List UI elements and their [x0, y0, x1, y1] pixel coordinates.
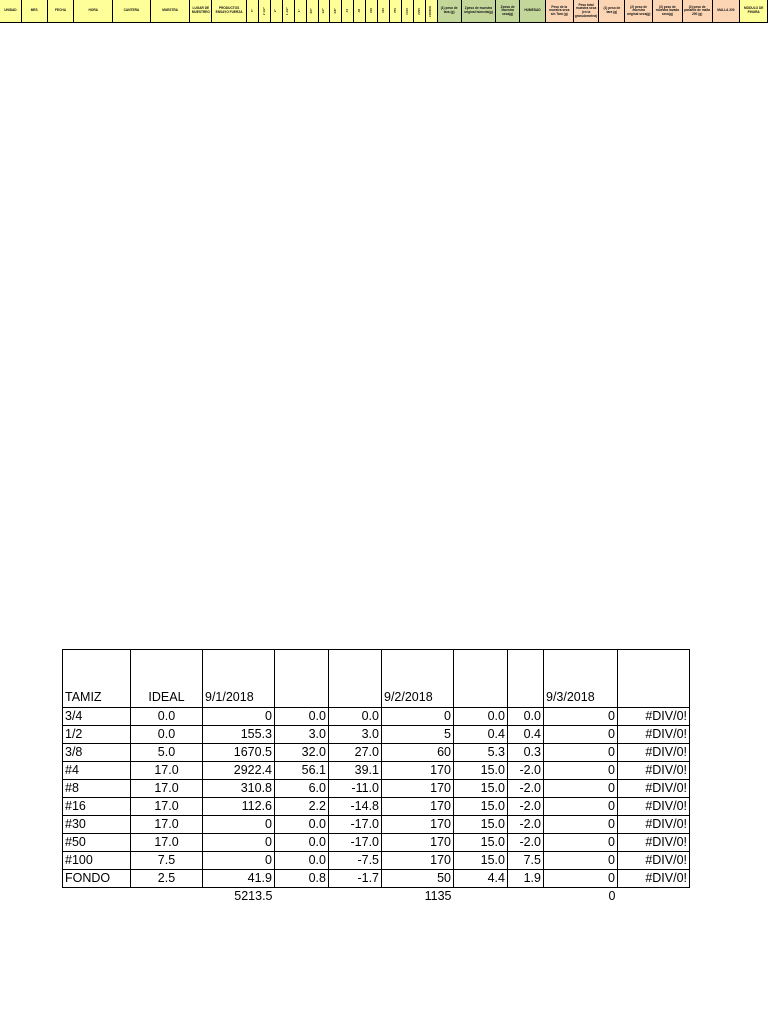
- header-cell[interactable]: [574, 0, 600, 22]
- header-cell[interactable]: [319, 0, 331, 22]
- table-cell[interactable]: -2.0: [508, 834, 544, 852]
- table-cell[interactable]: #DIV/0!: [618, 780, 690, 798]
- header-cell-label: FECHA: [55, 8, 66, 13]
- header-cell-label: 3/4": [309, 8, 314, 14]
- header-cell[interactable]: [271, 0, 283, 22]
- table-cell[interactable]: #DIV/0!: [618, 816, 690, 834]
- header-cell[interactable]: [390, 0, 402, 22]
- header-cell-label: (1) peso de tara (g): [440, 6, 458, 14]
- table-cell[interactable]: 15.0: [454, 852, 508, 870]
- header-cell[interactable]: [599, 0, 625, 22]
- table-cell[interactable]: 15.0: [454, 762, 508, 780]
- table-cell[interactable]: -2.0: [508, 762, 544, 780]
- table-cell[interactable]: 17.0: [131, 834, 203, 852]
- table-cell[interactable]: 0: [203, 834, 275, 852]
- header-cell[interactable]: [546, 0, 574, 22]
- table-cell[interactable]: #DIV/0!: [618, 744, 690, 762]
- table-cell[interactable]: 0.0: [275, 816, 329, 834]
- table-cell[interactable]: [454, 888, 508, 906]
- table-cell[interactable]: 1/2: [63, 726, 131, 744]
- table-cell[interactable]: 170: [382, 798, 454, 816]
- table-cell[interactable]: 0: [203, 816, 275, 834]
- table-cell[interactable]: 15.0: [454, 780, 508, 798]
- table-cell[interactable]: 0.0: [329, 708, 382, 726]
- table-cell[interactable]: 0: [203, 708, 275, 726]
- table-cell[interactable]: 0.0: [131, 708, 203, 726]
- table-cell[interactable]: -2.0: [508, 798, 544, 816]
- table-cell[interactable]: 1670.5: [203, 744, 275, 762]
- table-cell[interactable]: 17.0: [131, 798, 203, 816]
- table-cell[interactable]: -7.5: [329, 852, 382, 870]
- table-cell[interactable]: 3/4: [63, 708, 131, 726]
- header-cell[interactable]: [426, 0, 438, 22]
- header-cell[interactable]: [74, 0, 113, 22]
- table-cell[interactable]: 0.8: [275, 870, 329, 888]
- table-cell[interactable]: 3.0: [329, 726, 382, 744]
- table-cell[interactable]: 155.3: [203, 726, 275, 744]
- table-cell[interactable]: 39.1: [329, 762, 382, 780]
- table-cell[interactable]: 0.0: [275, 852, 329, 870]
- header-cell[interactable]: [354, 0, 366, 22]
- table-cell[interactable]: 0.4: [454, 726, 508, 744]
- table-cell[interactable]: [508, 650, 544, 708]
- table-cell[interactable]: 0: [544, 834, 618, 852]
- table-row: [63, 762, 690, 780]
- header-cell-label: MES: [30, 8, 38, 13]
- header-cell-label: LUGAR DE MUESTREO: [191, 6, 210, 14]
- header-cell[interactable]: [307, 0, 319, 22]
- header-cell[interactable]: [259, 0, 271, 22]
- header-cell-label: Ẓpeso de muestra seca(g): [500, 4, 515, 16]
- table-cell[interactable]: 50: [382, 870, 454, 888]
- table-row: [63, 870, 690, 888]
- table-cell[interactable]: 310.8: [203, 780, 275, 798]
- table-cell[interactable]: 1135: [424, 889, 452, 904]
- table-cell[interactable]: 1.9: [508, 870, 544, 888]
- table-cell[interactable]: [618, 888, 690, 906]
- header-cell[interactable]: [295, 0, 307, 22]
- table-cell[interactable]: #DIV/0!: [618, 834, 690, 852]
- table-cell[interactable]: #16: [63, 798, 131, 816]
- header-cell-label: MALLA 200: [717, 8, 735, 13]
- table-cell[interactable]: -17.0: [329, 816, 382, 834]
- table-cell[interactable]: FONDO: [63, 870, 131, 888]
- header-cell[interactable]: [438, 0, 462, 22]
- table-cell[interactable]: #DIV/0!: [618, 726, 690, 744]
- header-cell[interactable]: [462, 0, 497, 22]
- header-cell-label: 2 1/2": [261, 6, 266, 16]
- header-cell-label: (3) peso de muestra lavada seca(g): [655, 4, 680, 16]
- header-cell[interactable]: [713, 0, 741, 22]
- table-cell[interactable]: 7.5: [508, 852, 544, 870]
- table-row: [63, 834, 690, 852]
- table-cell[interactable]: 0: [544, 780, 618, 798]
- table-cell[interactable]: #8: [63, 780, 131, 798]
- table-row: [63, 780, 690, 798]
- header-cell[interactable]: [48, 0, 75, 22]
- table-row: [63, 798, 690, 816]
- header-cell[interactable]: [0, 0, 22, 22]
- header-cell[interactable]: [212, 0, 247, 22]
- header-cell-label: FONDO: [428, 5, 433, 17]
- table-cell[interactable]: 0.0: [275, 834, 329, 852]
- header-cell-label: (2) peso de muestra original seca(g): [626, 4, 651, 16]
- table-cell[interactable]: #DIV/0!: [618, 798, 690, 816]
- table-cell[interactable]: #DIV/0!: [618, 762, 690, 780]
- header-cell-label: 2": [273, 9, 278, 13]
- table-cell[interactable]: -11.0: [329, 780, 382, 798]
- header-cell[interactable]: [283, 0, 295, 22]
- header-cell[interactable]: [402, 0, 414, 22]
- table-cell[interactable]: -1.7: [329, 870, 382, 888]
- header-cell[interactable]: [113, 0, 151, 22]
- table-cell[interactable]: [329, 888, 382, 906]
- table-cell[interactable]: 7.5: [131, 852, 203, 870]
- table-cell[interactable]: 3/8: [63, 744, 131, 762]
- table-cell[interactable]: 2922.4: [203, 762, 275, 780]
- table-cell[interactable]: 2.5: [131, 870, 203, 888]
- table-cell[interactable]: 170: [382, 852, 454, 870]
- table-header-row: [63, 650, 690, 708]
- table-cell[interactable]: 17.0: [131, 762, 203, 780]
- header-cell-label: MUESTRA: [162, 8, 178, 13]
- table-row: [63, 816, 690, 834]
- table-cell[interactable]: 0: [544, 816, 618, 834]
- header-cell[interactable]: [342, 0, 354, 22]
- header-cell-label: #50: [392, 8, 397, 14]
- header-cell-label: #30: [380, 8, 385, 14]
- header-cell-label: Peso de la muestra seca sin Tara (g): [549, 4, 570, 16]
- header-cell[interactable]: [247, 0, 259, 22]
- table-cell[interactable]: 0: [608, 889, 616, 904]
- header-cell-label: 1": [297, 9, 302, 13]
- header-cell-label: #8: [356, 9, 361, 13]
- header-cell[interactable]: [520, 0, 546, 22]
- header-cell[interactable]: [496, 0, 520, 22]
- header-cell-label: (1) peso de tara (g): [603, 6, 621, 14]
- table-cell[interactable]: [508, 888, 544, 906]
- table-cell[interactable]: 4.4: [454, 870, 508, 888]
- table-cell[interactable]: 0.0: [131, 726, 203, 744]
- table-cell[interactable]: 56.1: [275, 762, 329, 780]
- header-cell[interactable]: [190, 0, 212, 22]
- header-cell-label: 1 1/2": [285, 6, 290, 16]
- table-cell[interactable]: #DIV/0!: [618, 870, 690, 888]
- table-cell[interactable]: 15.0: [454, 816, 508, 834]
- table-cell[interactable]: 0: [382, 708, 454, 726]
- header-cell[interactable]: [683, 0, 713, 22]
- table-cell[interactable]: 0.3: [508, 744, 544, 762]
- table-cell[interactable]: #4: [63, 762, 131, 780]
- header-cell[interactable]: [740, 0, 768, 22]
- table-cell[interactable]: 27.0: [329, 744, 382, 762]
- table-cell[interactable]: 60: [382, 744, 454, 762]
- table-row: [63, 708, 690, 726]
- header-cell-label: #200: [416, 7, 421, 15]
- sieve-analysis-table: [62, 649, 690, 906]
- table-row: [63, 726, 690, 744]
- table-cell[interactable]: [329, 650, 382, 708]
- table-cell[interactable]: TAMIZ: [63, 650, 131, 708]
- header-cell-label: HORA: [88, 8, 98, 13]
- table-cell[interactable]: 5: [382, 726, 454, 744]
- table-cell[interactable]: #30: [63, 816, 131, 834]
- table-cell[interactable]: #50: [63, 834, 131, 852]
- table-cell[interactable]: #DIV/0!: [618, 708, 690, 726]
- header-cell-label: #100: [404, 7, 409, 15]
- table-cell[interactable]: -17.0: [329, 834, 382, 852]
- table-cell[interactable]: 170: [382, 762, 454, 780]
- table-cell[interactable]: 0: [544, 798, 618, 816]
- table-cell[interactable]: 5213.5: [234, 889, 273, 904]
- header-cell-label: HUMEDAD: [524, 8, 541, 13]
- table-cell[interactable]: #100: [63, 852, 131, 870]
- table-cell[interactable]: 15.0: [454, 834, 508, 852]
- table-row: [63, 852, 690, 870]
- header-cell-label: PRODUCTOS ENSAYO FUERZA: [215, 6, 243, 14]
- table-cell[interactable]: IDEAL: [131, 650, 203, 708]
- table-cell[interactable]: 112.6: [203, 798, 275, 816]
- header-cell-label: UNIDAD: [4, 8, 17, 13]
- table-cell[interactable]: 0: [544, 852, 618, 870]
- table-cell[interactable]: 9/1/2018: [203, 650, 275, 708]
- table-cell[interactable]: 17.0: [131, 780, 203, 798]
- header-cell-label: #16: [368, 8, 373, 14]
- table-cell[interactable]: 9/3/2018: [544, 650, 618, 708]
- header-cell-label: 1/2": [321, 8, 326, 14]
- table-cell[interactable]: -14.8: [329, 798, 382, 816]
- header-cell-label: Ẓpeso de muestra original húmeda(g): [464, 6, 493, 14]
- table-cell[interactable]: 17.0: [131, 816, 203, 834]
- table-cell[interactable]: 0.0: [275, 708, 329, 726]
- table-cell[interactable]: 0: [544, 870, 618, 888]
- table-cell[interactable]: 32.0: [275, 744, 329, 762]
- table-cell[interactable]: -2.0: [508, 816, 544, 834]
- table-cell[interactable]: 15.0: [454, 798, 508, 816]
- table-cell[interactable]: 0: [544, 726, 618, 744]
- header-cell[interactable]: [366, 0, 378, 22]
- table-cell[interactable]: 6.0: [275, 780, 329, 798]
- table-cell[interactable]: 41.9: [203, 870, 275, 888]
- table-cell[interactable]: 9/2/2018: [382, 650, 454, 708]
- table-cell[interactable]: [618, 650, 690, 708]
- header-cell[interactable]: [330, 0, 342, 22]
- header-cell-label: CANTERA: [123, 8, 140, 13]
- header-cell[interactable]: [625, 0, 653, 22]
- table-cell[interactable]: [454, 650, 508, 708]
- table-cell[interactable]: 5.3: [454, 744, 508, 762]
- table-cell[interactable]: 170: [382, 834, 454, 852]
- table-cell[interactable]: -2.0: [508, 780, 544, 798]
- table-cell[interactable]: 0: [544, 708, 618, 726]
- table-cell[interactable]: 3.0: [275, 726, 329, 744]
- table-cell[interactable]: #DIV/0!: [618, 852, 690, 870]
- header-cell[interactable]: [378, 0, 390, 22]
- table-cell[interactable]: [275, 650, 329, 708]
- table-cell[interactable]: 0: [203, 852, 275, 870]
- header-cell[interactable]: [653, 0, 683, 22]
- header-cell[interactable]: [414, 0, 426, 22]
- table-cell[interactable]: 0: [544, 762, 618, 780]
- header-cell[interactable]: [22, 0, 48, 22]
- table-cell[interactable]: 0.0: [508, 708, 544, 726]
- table-cell[interactable]: 170: [382, 780, 454, 798]
- spreadsheet-header-row: [0, 0, 768, 23]
- table-row: [63, 744, 690, 762]
- header-cell-label: MODULO DE FINURA: [743, 6, 764, 14]
- table-cell[interactable]: [63, 888, 131, 906]
- header-cell-label: 3/8": [333, 8, 338, 14]
- table-cell[interactable]: 5.0: [131, 744, 203, 762]
- table-cell[interactable]: 2.2: [275, 798, 329, 816]
- table-cell[interactable]: 0: [544, 744, 618, 762]
- header-cell-label: Peso total muestra seca (en la granulometría): [574, 2, 598, 18]
- table-cell[interactable]: [131, 888, 203, 906]
- table-cell[interactable]: 170: [382, 816, 454, 834]
- table-cell[interactable]: 0.0: [454, 708, 508, 726]
- header-cell-label: #4: [345, 9, 350, 13]
- table-cell[interactable]: 0.4: [508, 726, 544, 744]
- header-cell[interactable]: [151, 0, 191, 22]
- header-cell-label: 3": [249, 9, 254, 13]
- table-cell[interactable]: [275, 888, 329, 906]
- header-cell-label: (4) peso de pasante de malla 200 (g): [684, 4, 710, 16]
- table-totals-row: [63, 888, 690, 906]
